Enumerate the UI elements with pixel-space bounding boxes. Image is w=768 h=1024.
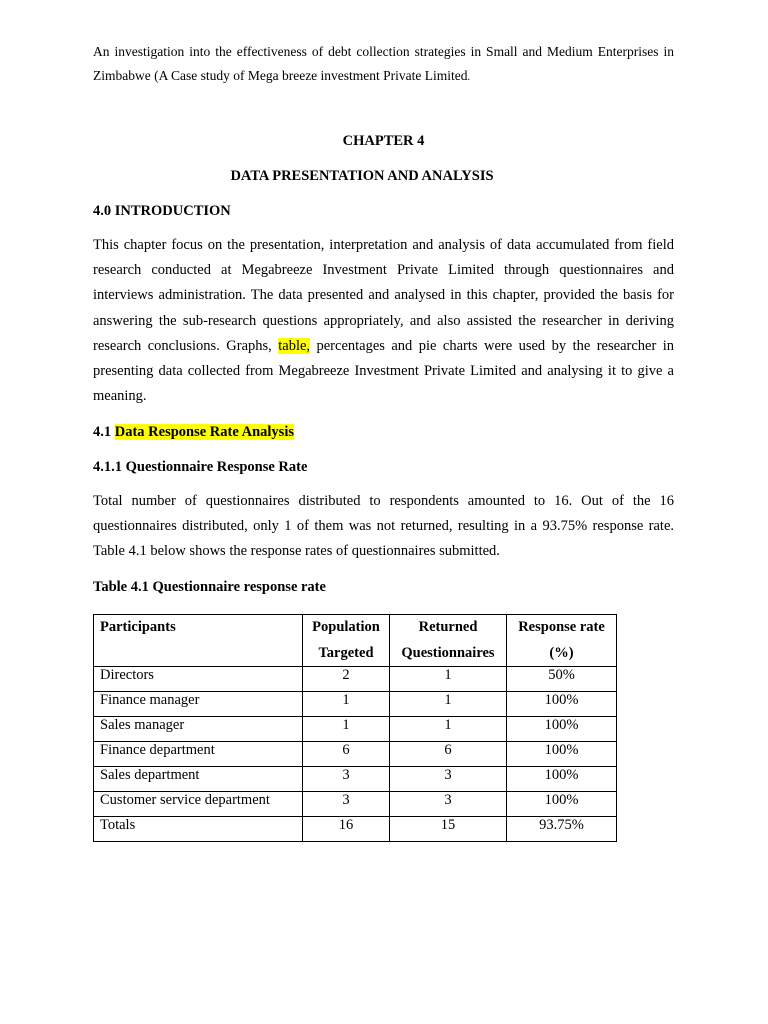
section-41-number: 4.1: [93, 424, 112, 440]
header-returned-questionnaires: Returned Questionnaires: [390, 615, 507, 667]
table-row: [94, 692, 617, 717]
cell-returned: 1: [390, 717, 507, 742]
cell-rate: 100%: [507, 717, 617, 742]
table-header-row: [94, 615, 617, 667]
cell-returned: 1: [390, 692, 507, 717]
cell-returned: 3: [390, 767, 507, 792]
cell-targeted: 3: [303, 767, 390, 792]
cell-returned: 3: [390, 792, 507, 817]
cell-rate: 100%: [507, 742, 617, 767]
response-rate-table: [93, 614, 617, 842]
cell-rate: 100%: [507, 792, 617, 817]
cell-rate: 100%: [507, 767, 617, 792]
chapter-number: CHAPTER 4: [342, 133, 425, 149]
cell-targeted: 16: [303, 817, 390, 842]
cell-returned: 15: [390, 817, 507, 842]
table-caption: Table 4.1 Questionnaire response rate: [93, 579, 326, 595]
section-41-title: Data Response Rate Analysis: [114, 424, 294, 440]
cell-participant: Finance department: [94, 742, 303, 767]
cell-targeted: 6: [303, 742, 390, 767]
section-41-heading: [93, 421, 294, 443]
running-header: [93, 40, 674, 90]
cell-targeted: 1: [303, 692, 390, 717]
chapter-title: DATA PRESENTATION AND ANALYSIS: [230, 168, 494, 184]
cell-rate: 100%: [507, 692, 617, 717]
intro-heading: 4.0 INTRODUCTION: [93, 203, 231, 219]
cell-participant: Finance manager: [94, 692, 303, 717]
header-period: .: [467, 72, 471, 83]
cell-participant: Sales department: [94, 767, 303, 792]
cell-participant: Totals: [94, 817, 303, 842]
table-row: [94, 667, 617, 692]
table-row: [94, 767, 617, 792]
table-row: [94, 742, 617, 767]
highlighted-word: table,: [278, 337, 311, 354]
intro-text-after: percentages and pie charts were used by the researcher in presenting data collected from Megabreeze Investment Private Limited and analysing it to give a meaning.: [93, 337, 675, 405]
response-rate-paragraph: Total number of questionnaires distributed to respondents amounted to 16. Out of the 16 questionnaires distributed, only 1 of them was not returned, resulting in a 93.75% response rate. Table 4.1 below shows the response rates of questionnaires submitted.: [93, 493, 674, 560]
header-response-rate: Response rate (%): [507, 615, 617, 667]
header-text: An investigation into the effectiveness of debt collection strategies in Small and Medium Enterprises in Zimbabwe (A Case study of Mega breeze investment Private Limited: [93, 44, 674, 83]
cell-targeted: 2: [303, 667, 390, 692]
cell-rate: 50%: [507, 667, 617, 692]
section-411-heading: 4.1.1 Questionnaire Response Rate: [93, 459, 308, 475]
table-row: [94, 792, 617, 817]
table-row-totals: [94, 817, 617, 842]
header-participants: Participants: [94, 615, 303, 667]
intro-paragraph: [93, 233, 674, 409]
cell-participant: Sales manager: [94, 717, 303, 742]
intro-text-before: This chapter focus on the presentation, interpretation and analysis of data accumulated from field research conducted at Megabreeze Investment Private Limited through questionnaires and interviews administration. The data presented and analysed in this chapter, provided the basis for answering the sub-research questions appropriately, and also assisted the researcher in deriving research conclusions. Graphs,: [93, 237, 674, 354]
cell-rate: 93.75%: [507, 817, 617, 842]
cell-returned: 6: [390, 742, 507, 767]
table-row: [94, 717, 617, 742]
header-population-targeted: Population Targeted: [303, 615, 390, 667]
cell-returned: 1: [390, 667, 507, 692]
cell-participant: Directors: [94, 667, 303, 692]
cell-targeted: 3: [303, 792, 390, 817]
cell-participant: Customer service department: [94, 792, 303, 817]
cell-targeted: 1: [303, 717, 390, 742]
